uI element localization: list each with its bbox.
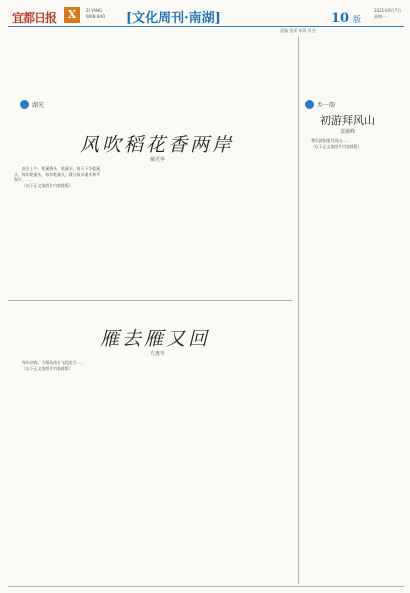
paper-logo-mark: X: [64, 7, 80, 23]
article1-body: [14, 166, 100, 296]
article1-byline: 戴君华: [150, 157, 166, 163]
article2-paragraph: （以下正文依图片内容排版）: [22, 365, 73, 371]
date-line2: 星期一: [374, 14, 386, 19]
page-number: 10: [331, 11, 350, 26]
article3-body: [303, 138, 403, 149]
column-tag-icon: [305, 100, 314, 109]
page-word: 版: [353, 15, 361, 24]
article-divider: [8, 300, 292, 301]
column-divider: [298, 36, 299, 584]
section-title: [文化周刊·南湖]: [126, 11, 221, 26]
article1-headline: 风吹稻花香两岸: [80, 134, 235, 156]
article3-byline: 袁敏峰: [340, 129, 356, 135]
article1-paragraph: 南方上午，乾溪香头，乾溪头，每天下午乾溪头，每年乾溪头，每年乾溪头，我与家乡溪头和平和平，……: [14, 166, 100, 183]
article2-paragraph: 每年初春，大雁从南方飞回北方……: [22, 360, 85, 365]
date-line1: 2021年6月7日: [374, 8, 402, 13]
issue-date: [374, 8, 401, 20]
article3-headline: 初游拜风山: [320, 114, 375, 127]
article1-paragraph: （以下正文依图片内容排版）: [22, 182, 73, 188]
article2-headline: 雁去雁又回: [100, 328, 211, 350]
article2-body: [14, 360, 100, 580]
article3-paragraph: （以下正文依图片内容排版）: [311, 143, 362, 149]
column-tag-3: [305, 100, 335, 109]
article2-byline: 方惠冬: [150, 351, 166, 357]
masthead-rule: [8, 26, 404, 27]
paper-name: [86, 8, 105, 20]
paper-name-line2: WAN BAO: [86, 14, 106, 19]
paper-logo: 宜都日报: [12, 11, 57, 25]
column-tag-label: 湖光: [32, 102, 45, 109]
column-tag-label: 乡一韵: [317, 102, 336, 109]
column-tag-icon: [20, 100, 29, 109]
column-tag-1: [20, 100, 44, 109]
footer-rule: [8, 586, 404, 587]
editors-line: 责编 金雷 审读 叶杰: [280, 28, 316, 33]
paper-name-line1: ZI YANG: [86, 8, 103, 13]
masthead: [8, 4, 404, 32]
article3-paragraph: 我早就知道拜风山……: [311, 138, 350, 143]
